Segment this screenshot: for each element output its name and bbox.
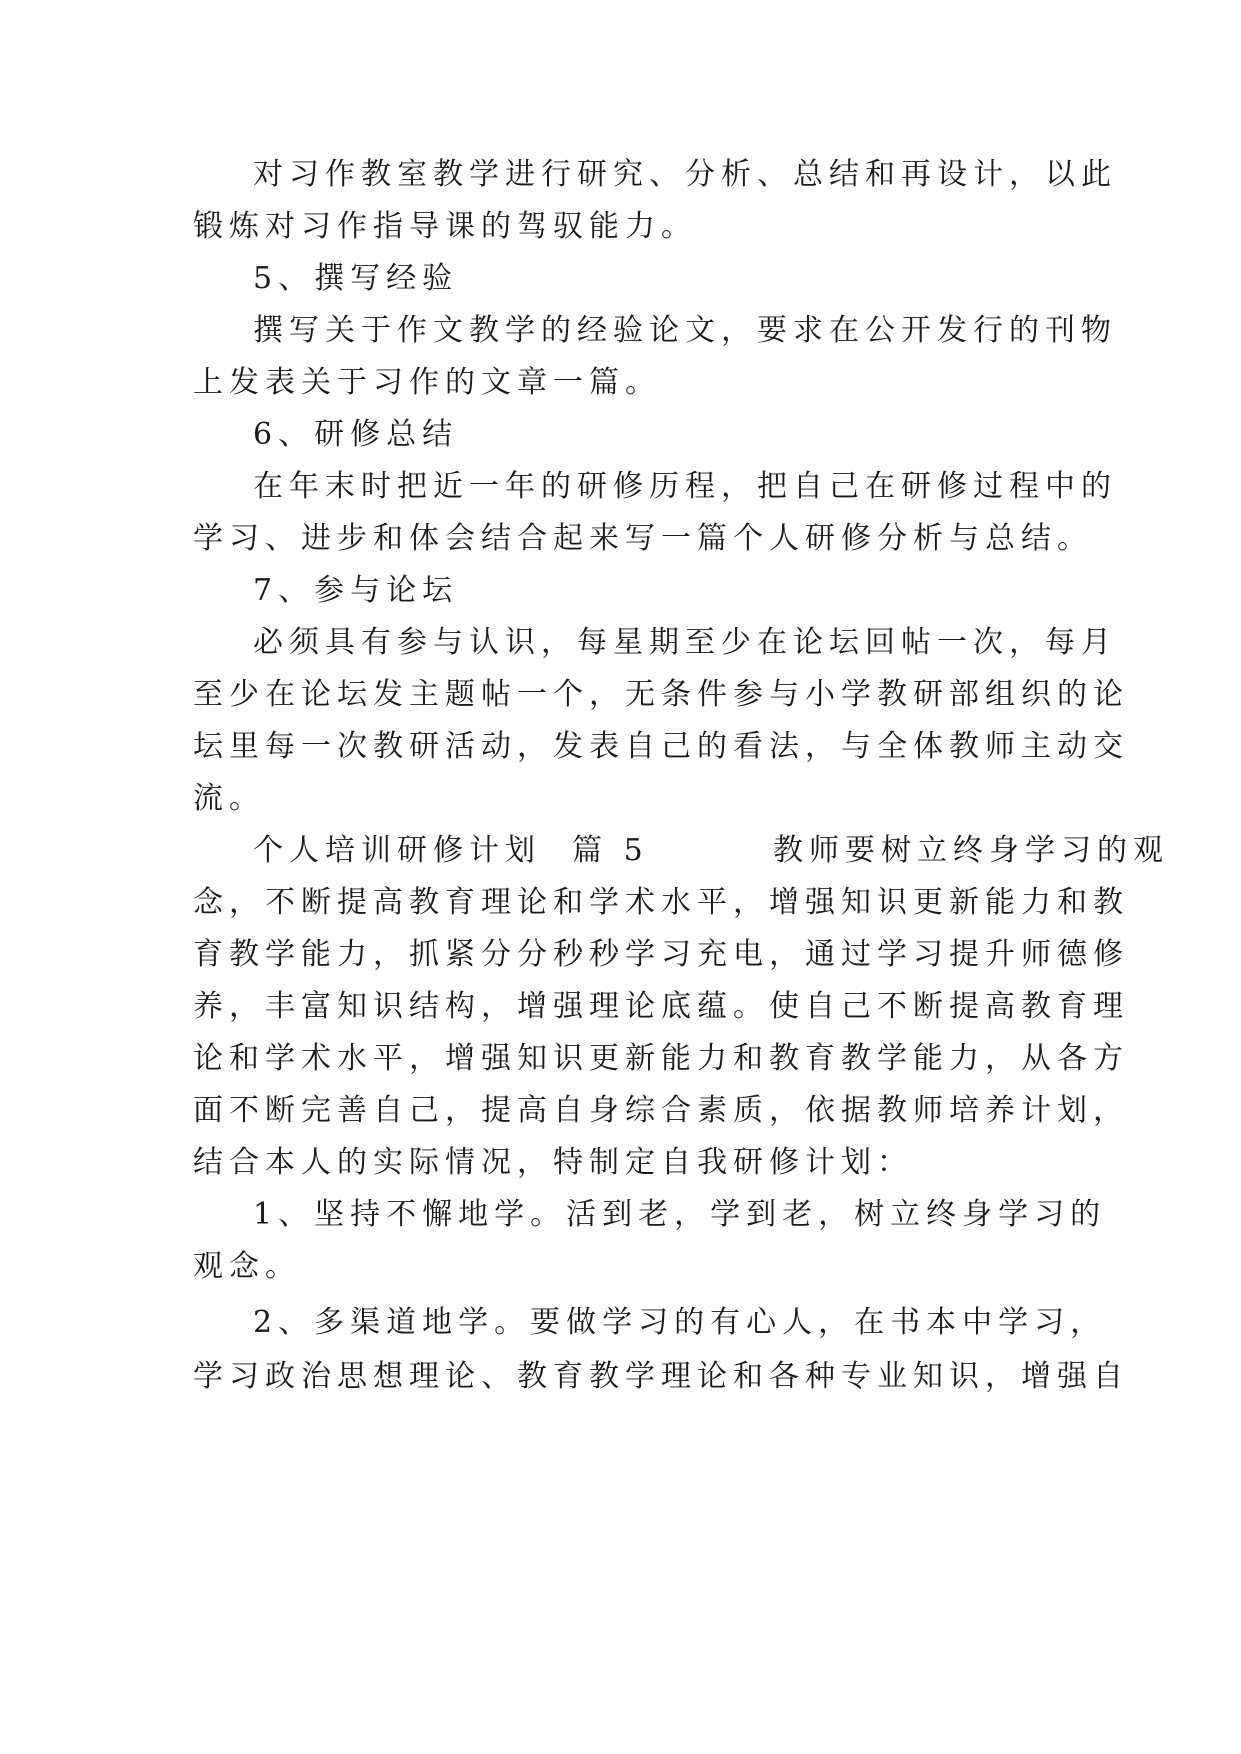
text-line: 2、多渠道地学。要做学习的有心人，在书本中学习，	[253, 1305, 1107, 1340]
text-line: 在年末时把近一年的研修历程，把自己在研修过程中的	[253, 469, 1117, 504]
text-line: 念，不断提高教育理论和学术水平，增强知识更新能力和教	[193, 885, 1129, 920]
text-line: 1、坚持不懈地学。活到老，学到老，树立终身学习的	[253, 1197, 1107, 1232]
section-heading-7: 7、参与论坛	[253, 573, 459, 608]
text-line: 至少在论坛发主题帖一个，无条件参与小学教研部组织的论	[193, 677, 1129, 712]
text-line: 论和学术水平，增强知识更新能力和教育教学能力，从各方	[193, 1041, 1129, 1076]
section-heading-6: 6、研修总结	[253, 417, 459, 452]
section-heading-5: 5、撰写经验	[253, 261, 459, 296]
text-line: 结合本人的实际情况，特制定自我研修计划：	[193, 1145, 913, 1180]
text-line: 对习作教室教学进行研究、分析、总结和再设计，以此	[253, 157, 1117, 192]
text-line: 必须具有参与认识，每星期至少在论坛回帖一次，每月	[253, 625, 1117, 660]
text-line: 坛里每一次教研活动，发表自己的看法，与全体教师主动交	[193, 729, 1129, 764]
text-line: 撰写关于作文教学的经验论文，要求在公开发行的刊物	[253, 313, 1117, 348]
article-heading-line: 个人培训研修计划 篇 5 教师要树立终身学习的观	[253, 833, 1169, 868]
text-line: 育教学能力，抓紧分分秒秒学习充电，通过学习提升师德修	[193, 937, 1129, 972]
text-line: 学习、进步和体会结合起来写一篇个人研修分析与总结。	[193, 521, 1093, 556]
text-line: 学习政治思想理论、教育教学理论和各种专业知识，增强自	[193, 1359, 1129, 1394]
text-line: 观念。	[193, 1249, 301, 1284]
text-line: 上发表关于习作的文章一篇。	[193, 365, 661, 400]
text-line: 面不断完善自己，提高自身综合素质，依据教师培养计划，	[193, 1093, 1129, 1128]
text-line: 流。	[193, 781, 265, 816]
text-line: 养，丰富知识结构，增强理论底蕴。使自己不断提高教育理	[193, 989, 1129, 1024]
text-line: 锻炼对习作指导课的驾驭能力。	[193, 209, 697, 244]
